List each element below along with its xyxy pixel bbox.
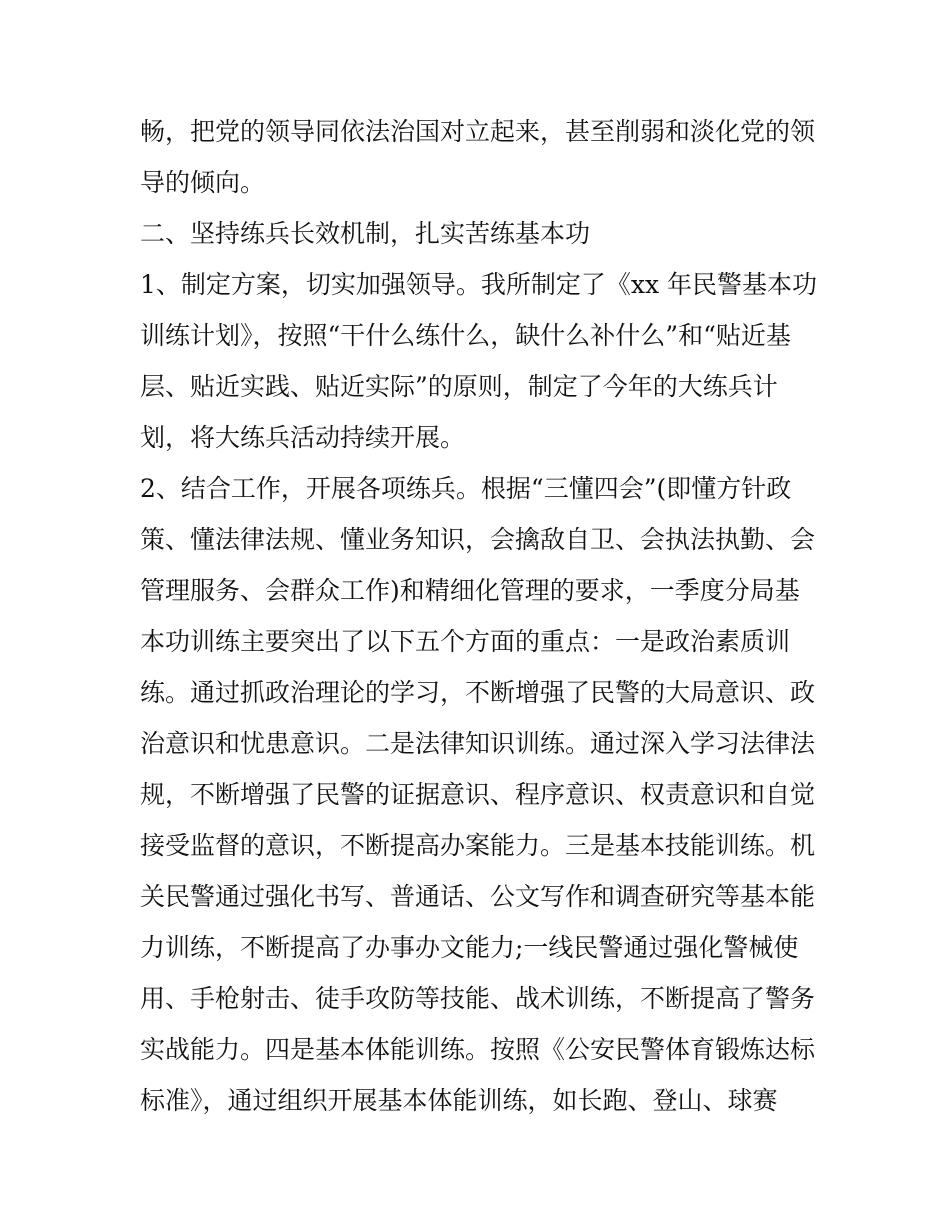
text-line: 规，不断增强了民警的证据意识、程序意识、权责意识和自觉 — [140, 780, 816, 809]
text-line: 训练计划》，按照“干什么练什么，缺什么补什么”和“贴近基 — [140, 321, 791, 350]
text-line: 策、懂法律法规、懂业务知识，会擒敌自卫、会执法执勤、会 — [140, 525, 816, 554]
text-line: 实战能力。四是基本体能训练。按照《公安民警体育锻炼达标 — [140, 1035, 816, 1064]
text-line: 2、结合工作，开展各项练兵。根据“三懂四会”(即懂方针政 — [140, 474, 792, 503]
text-line: 治意识和忧患意识。二是法律知识训练。通过深入学习法律法 — [140, 729, 816, 758]
body-text — [140, 106, 830, 1126]
text-line: 本功训练主要突出了以下五个方面的重点：一是政治素质训 — [140, 627, 791, 656]
text-line: 划，将大练兵活动持续开展。 — [140, 423, 466, 452]
text-line: 层、贴近实践、贴近实际”的原则，制定了今年的大练兵计 — [140, 372, 778, 401]
text-line: 练。通过抓政治理论的学习，不断增强了民警的大局意识、政 — [140, 678, 816, 707]
text-line: 畅，把党的领导同依法治国对立起来，甚至削弱和淡化党的领 — [140, 117, 816, 146]
text-line: 标准》，通过组织开展基本体能训练，如长跑、登山、球赛 — [140, 1086, 778, 1115]
section-heading: 二、坚持练兵长效机制，扎实苦练基本功 — [140, 219, 591, 248]
text-line: 关民警通过强化书写、普通话、公文写作和调查研究等基本能 — [140, 882, 816, 911]
text-line: 力训练，不断提高了办事办文能力;一线民警通过强化警械使 — [140, 933, 799, 962]
text-line: 1、制定方案，切实加强领导。我所制定了《xx 年民警基本功 — [140, 270, 818, 299]
text-line: 导的倾向。 — [140, 168, 266, 197]
text-line: 用、手枪射击、徒手攻防等技能、战术训练，不断提高了警务 — [140, 984, 816, 1013]
text-line: 管理服务、会群众工作)和精细化管理的要求，一季度分局基 — [140, 576, 800, 605]
text-line: 接受监督的意识，不断提高办案能力。三是基本技能训练。机 — [140, 831, 816, 860]
